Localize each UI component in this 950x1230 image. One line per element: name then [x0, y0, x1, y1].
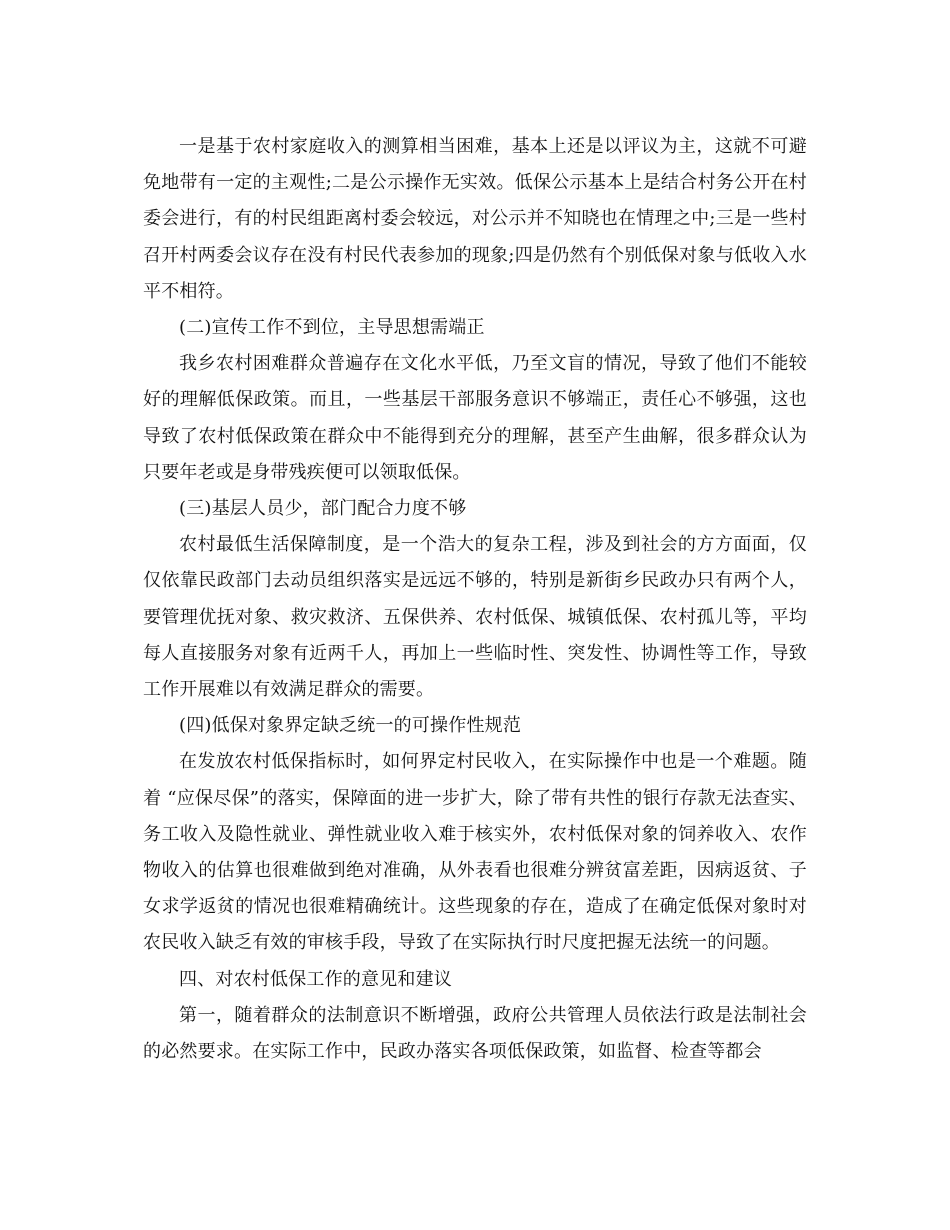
- paragraph-standards: 在发放农村低保指标时，如何界定村民收入，在实际操作中也是一个难题。随着 “应保尽保”的落实，保障面的进一步扩大，除了带有共性的银行存款无法查实、务工收入及隐性就业、弹性就业收入难于核实外，农村低保对象的饲养收入、农作物收入的估算也很难做到绝对准确，从外表看也很难分辨贫富差距，因病返贫、子女求学返贫的情况也很难精确统计。这些现象的存在，造成了在确定低保对象时对农民收入缺乏有效的审核手段，导致了在实际执行时尺度把握无法统一的问题。: [143, 751, 807, 954]
- heading-publicity: (二)宣传工作不到位，主导思想需端正: [179, 317, 485, 339]
- heading-suggestions: 四、对农村低保工作的意见和建议: [179, 968, 452, 990]
- paragraph-income-assessment: 一是基于农村家庭收入的测算相当困难，基本上还是以评议为主，这就不可避免地带有一定的主观性;二是公示操作无实效。低保公示基本上是结合村务公开在村委会进行，有的村民组距离村委会较远，对公示并不知晓也在情理之中;三是一些村召开村两委会议存在没有村民代表参加的现象;四是仍然有个别低保对象与低收入水平不相符。: [143, 136, 807, 302]
- paragraph-publicity: 我乡农村困难群众普遍存在文化水平低，乃至文盲的情况，导致了他们不能较好的理解低保政策。而且，一些基层干部服务意识不够端正，责任心不够强，这也导致了农村低保政策在群众中不能得到充分的理解，甚至产生曲解，很多群众认为只要年老或是身带残疾便可以领取低保。: [143, 353, 807, 483]
- paragraph-staffing: 农村最低生活保障制度，是一个浩大的复杂工程，涉及到社会的方方面面，仅仅依靠民政部门去动员组织落实是远远不够的，特别是新街乡民政办只有两个人，要管理优抚对象、救灾救济、五保供养、农村低保、城镇低保、农村孤儿等，平均每人直接服务对象有近两千人，再加上一些临时性、突发性、协调性等工作，导致工作开展难以有效满足群众的需要。: [143, 534, 807, 701]
- heading-standards: (四)低保对象界定缺乏统一的可操作性规范: [179, 715, 522, 737]
- document-body: [143, 129, 807, 1070]
- paragraph-suggestions: 第一，随着群众的法制意识不断增强，政府公共管理人员依法行政是法制社会的必然要求。在实际工作中，民政办落实各项低保政策，如监督、检查等都会: [143, 1004, 807, 1063]
- heading-staffing: (三)基层人员少，部门配合力度不够: [179, 498, 467, 520]
